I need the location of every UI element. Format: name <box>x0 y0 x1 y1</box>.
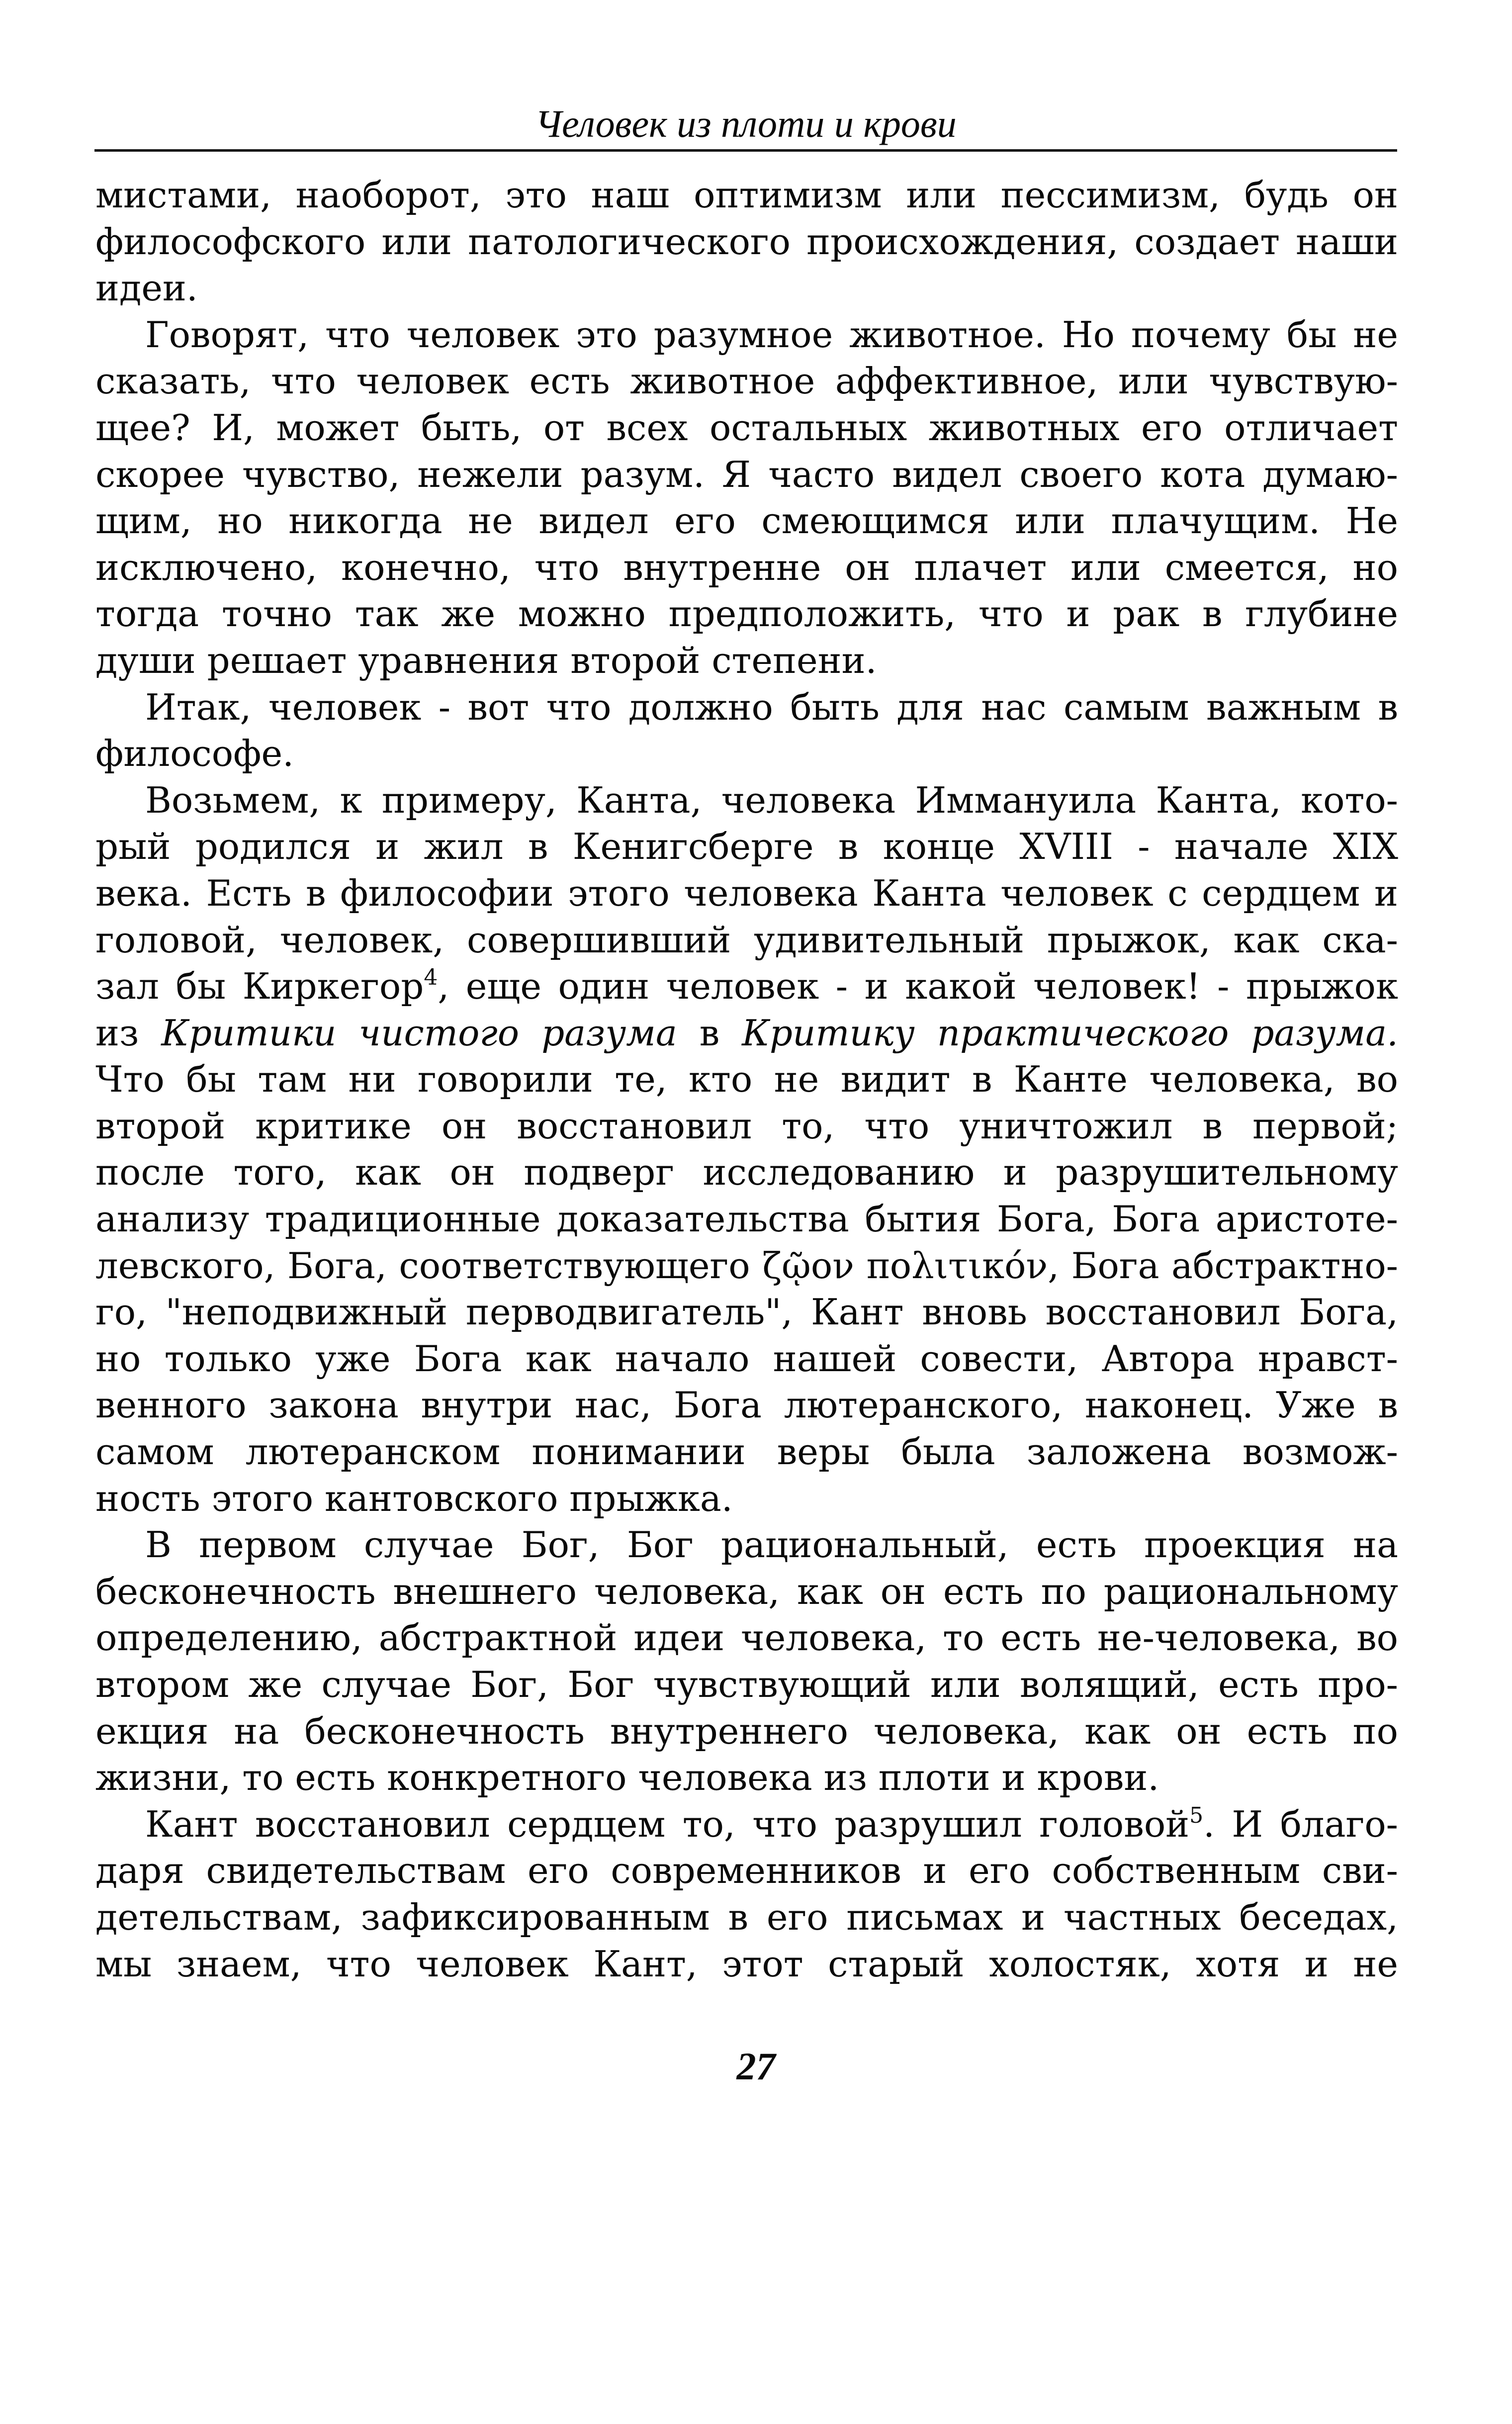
footnote-marker: 4 <box>424 965 438 991</box>
text-line: щим, но никогда не видел его смеющимся или плачущим. Не <box>95 500 1398 542</box>
book-title-italic: Критику практического разума. <box>742 1012 1398 1054</box>
text-line: души решает уравнения второй степени. <box>95 639 877 681</box>
text-line: бесконечность внешнего человека, как он есть по рациональному <box>95 1570 1398 1612</box>
text-line: второй критике он восстановил то, что уничтожил в первой; <box>95 1105 1398 1147</box>
book-title-italic: Критики чистого разума <box>161 1012 677 1054</box>
text-line: Итак, человек - вот что должно быть для нас самым важным в <box>145 686 1398 728</box>
text-line: щее? И, может быть, от всех остальных животных его отличает <box>95 406 1398 449</box>
text-line: философе. <box>95 733 294 775</box>
page-header <box>94 97 1397 152</box>
text-line: даря свидетельствам его современников и его собственным сви- <box>95 1850 1398 1892</box>
footnote-marker: 5 <box>1189 1802 1204 1828</box>
text-line: В первом случае Бог, Бог рациональный, есть проекция на <box>145 1524 1398 1566</box>
text-segment: из <box>95 1012 162 1054</box>
text-line: головой, человек, совершивший удивительный прыжок, как ска- <box>95 919 1398 961</box>
text-line: определению, абстрактной идеи человека, то есть не-человека, во <box>95 1617 1398 1659</box>
text-line: идеи. <box>95 267 198 309</box>
text-line: жизни, то есть конкретного человека из плоти и крови. <box>95 1757 1159 1799</box>
text-line: венного закона внутри нас, Бога лютеранского, наконец. Уже в <box>95 1384 1398 1426</box>
text-line: детельствам, зафиксированным в его письмах и частных беседах, <box>95 1896 1398 1938</box>
text-line: Возьмем, к примеру, Канта, человека Иммануила Канта, кото- <box>145 779 1398 821</box>
text-line: тогда точно так же можно предположить, что и рак в глубине <box>95 593 1398 635</box>
text-line: мы знаем, что человек Кант, этот старый холостяк, хотя и не <box>95 1943 1398 1985</box>
text-segment: , еще один человек - и какой человек! - прыжок <box>438 965 1398 1008</box>
text-line: го, "неподвижный перводвигатель", Кант вновь восстановил Бога, <box>95 1291 1398 1333</box>
body-text <box>95 172 1398 1987</box>
text-line: исключено, конечно, что внутренне он плачет или смеется, но <box>95 546 1398 588</box>
text-line: после того, как он подверг исследованию и разрушительному <box>95 1151 1398 1194</box>
text-segment: Кант восстановил сердцем то, что разрушил головой <box>145 1803 1190 1845</box>
text-line: ность этого кантовского прыжка. <box>95 1477 733 1519</box>
text-segment: в <box>677 1012 742 1054</box>
text-segment: зал бы Киркегор <box>95 965 424 1008</box>
text-line: но только уже Бога как начало нашей совести, Автора нравст- <box>95 1337 1398 1380</box>
text-line <box>95 1010 1398 1057</box>
text-line: Говорят, что человек это разумное животное. Но почему бы не <box>145 313 1398 356</box>
text-line: мистами, наоборот, это наш оптимизм или пессимизм, будь он <box>95 174 1398 216</box>
text-line: скорее чувство, нежели разум. Я часто видел своего кота думаю- <box>95 453 1398 495</box>
text-line: втором же случае Бог, Бог чувствующий или волящий, есть про- <box>95 1664 1398 1705</box>
text-segment: . И благо- <box>1203 1803 1398 1845</box>
running-title: Человек из плоти и крови <box>535 102 957 145</box>
text-line: екция на бесконечность внутреннего человека, как он есть по <box>95 1710 1398 1752</box>
text-line: левского, Бога, соответствующего ζῷον πολιτικόν, Бога абстрактно- <box>95 1244 1398 1287</box>
page-number: 27 <box>736 2045 776 2088</box>
text-line: анализу традиционные доказательства бытия Бога, Бога аристоте- <box>95 1198 1398 1240</box>
text-line: самом лютеранском понимании веры была заложена возмож- <box>95 1431 1398 1473</box>
text-line: рый родился и жил в Кенигсберге в конце XVIII - начале XIX <box>95 826 1398 868</box>
text-line: Что бы там ни говорили те, кто не видит в Канте человека, во <box>95 1058 1398 1101</box>
text-line: философского или патологического происхождения, создает наши <box>95 220 1398 263</box>
text-line: века. Есть в философии этого человека Канта человек с сердцем и <box>95 872 1398 914</box>
text-line <box>95 1801 1398 1848</box>
text-line <box>95 963 1398 1010</box>
text-line: сказать, что человек есть животное аффективное, или чувствую- <box>95 360 1398 402</box>
